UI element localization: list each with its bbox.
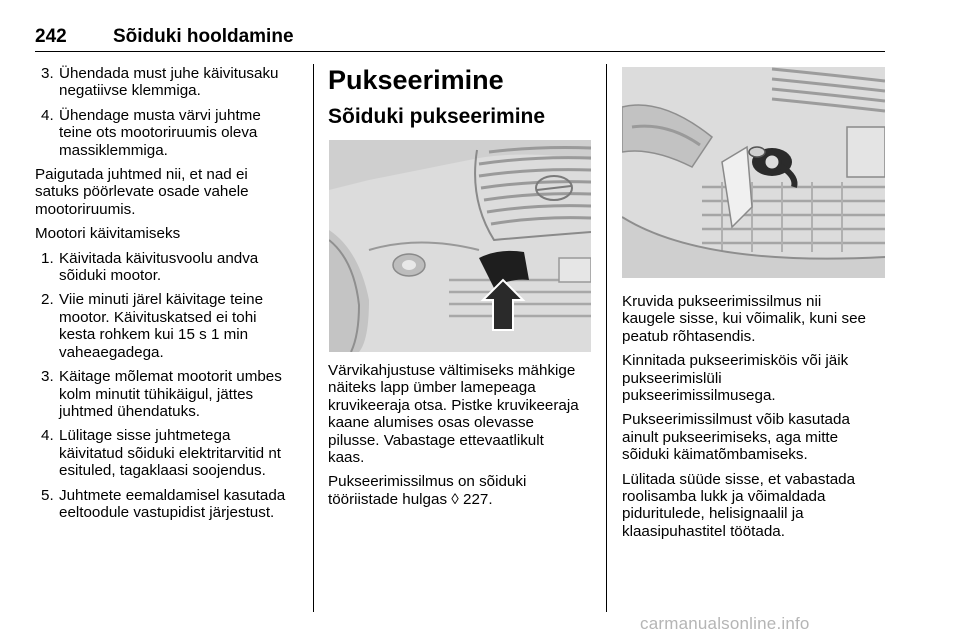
list-item: 3. Käitage mõlemat mootorit umbes kolm minutit tühikäigul, jättes juhtmed ühendatuks.	[41, 368, 282, 420]
page-reference[interactable]: 227.	[463, 490, 493, 508]
paragraph: Pukseerimissilmus on sõiduki tööriistade hulgas ◊ 227.	[328, 473, 527, 508]
page-reference-icon: ◊	[451, 490, 459, 508]
column-right-text	[622, 293, 887, 547]
page-title: Sõiduki hooldamine	[113, 26, 294, 47]
paragraph: Värvikahjustuse vältimiseks mähkige näiteks lapp ümber lamepeaga kruvikeeraja otsa. Pistke kruvikeeraja kaane alumises osas olevasse pilusse. Vabastage ettevaatlikult kaas.	[328, 362, 579, 467]
paragraph: Kinnitada pukseerimisköis või jäik pukseerimislüli pukseerimissilmusega.	[622, 352, 849, 405]
towing-eye-illustration	[622, 67, 885, 278]
list-item: 3. Ühendada must juhe käivitusaku negatiivse klemmiga.	[41, 65, 279, 100]
column-middle-text	[328, 362, 593, 515]
list-item: 2. Viie minuti järel käivitage teine mootor. Käivituskatsed ei tohi kesta rohkem kui 15 s 1 min vaheaegadega.	[41, 291, 264, 361]
subsection-heading: Sõiduki pukseerimine	[328, 105, 546, 128]
column-divider-right	[606, 64, 607, 612]
paragraph: Kruvida pukseerimissilmus nii kaugele sisse, kui võimalik, kuni see peatub rõhtasendis.	[622, 293, 866, 345]
list-item: 4. Lülitage sisse juhtmetega käivitatud sõiduki elektritarvitid nt esituled, tagaklaasi soojendus.	[41, 427, 282, 480]
column-middle	[328, 64, 593, 140]
header-divider	[35, 51, 885, 52]
paragraph: Pukseerimissilmust võib kasutada ainult pukseerimiseks, aga mitte sõiduki käimatõmbamiseks.	[622, 411, 850, 464]
list-item: 4. Ühendage musta värvi juhtme teine ots mootoriruumis oleva massiklemmiga.	[41, 106, 261, 159]
page-header	[35, 26, 885, 50]
page-number: 242	[35, 26, 67, 47]
list-item: 1. Käivitada käivitusvoolu andva sõiduki mootor.	[41, 249, 259, 285]
paragraph: Paigutada juhtmed nii, et nad ei satuks pöörlevate osade vahele mootoriruumis.	[35, 166, 249, 218]
column-divider-left	[313, 64, 314, 612]
subheading: Mootori käivitamiseks	[35, 225, 181, 243]
column-left	[35, 65, 303, 528]
towing-cover-illustration	[329, 140, 591, 352]
paragraph: Lülitada süüde sisse, et vabastada roolisamba lukk ja võimaldada piduritulede, helisignaalil ja klaasipuhastitel töötada.	[622, 470, 856, 540]
list-item: 5. Juhtmete eemaldamisel kasutada eeltoodule vastupidist järjestust.	[41, 486, 286, 521]
section-heading: Pukseerimine	[328, 65, 504, 95]
watermark: carmanualsonline.info	[640, 614, 810, 633]
